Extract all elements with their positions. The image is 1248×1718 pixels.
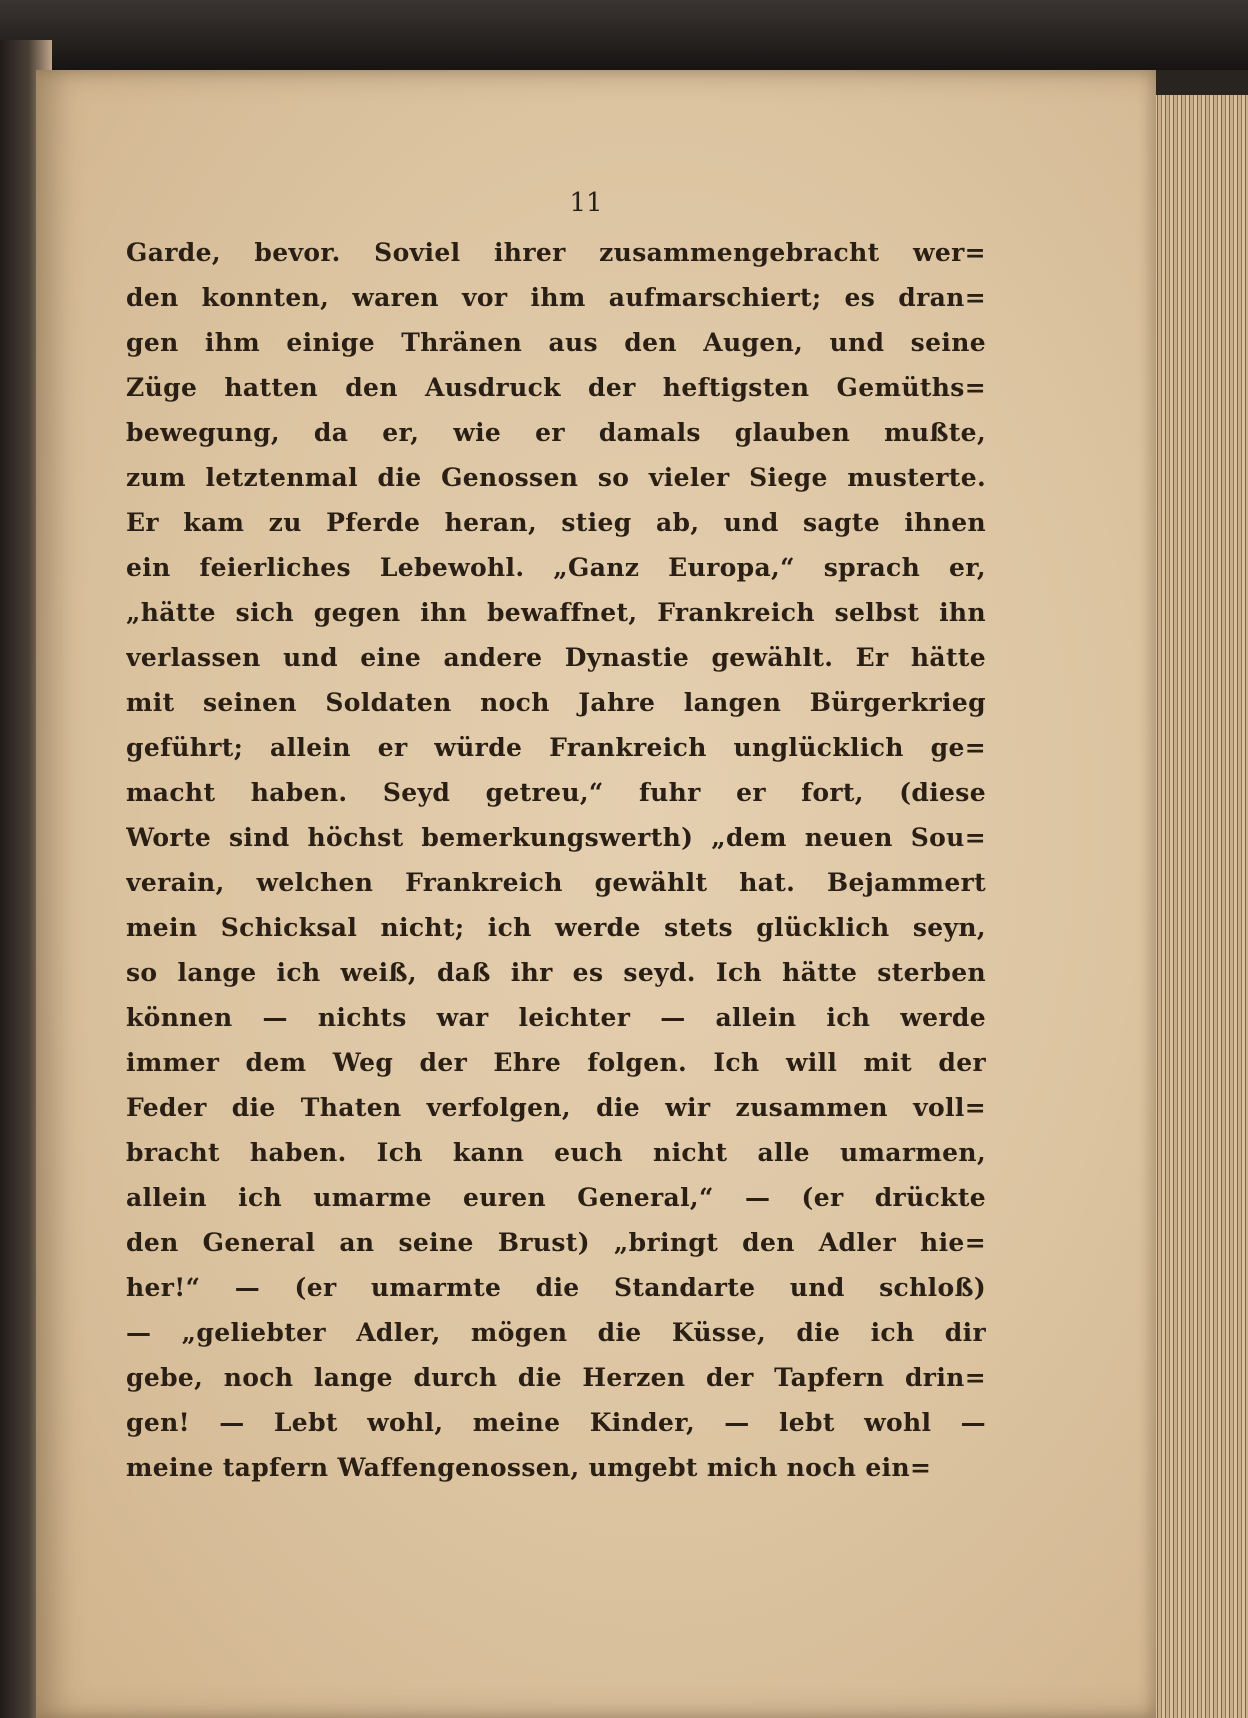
text-line: bracht haben. Ich kann euch nicht alle umarmen,	[126, 1138, 986, 1167]
text-line: verlassen und eine andere Dynastie gewählt. Er hätte	[126, 643, 986, 672]
text-line: macht haben. Seyd getreu,“ fuhr er fort, (diese	[126, 778, 986, 807]
body-text	[126, 230, 986, 1490]
page-number: 11	[569, 188, 603, 218]
text-line: allein ich umarme euren General,“ — (er drückte	[126, 1183, 986, 1212]
text-line: mit seinen Soldaten noch Jahre langen Bürgerkrieg	[126, 688, 986, 717]
text-line: gen ihm einige Thränen aus den Augen, und seine	[126, 328, 986, 357]
text-line: können — nichts war leichter — allein ich werde	[126, 1003, 986, 1032]
text-line: — „geliebter Adler, mögen die Küsse, die ich dir	[126, 1318, 986, 1347]
text-line: Feder die Thaten verfolgen, die wir zusammen voll=	[126, 1093, 986, 1122]
text-line: den konnten, waren vor ihm aufmarschiert; es dran=	[126, 283, 986, 312]
text-line: Worte sind höchst bemerkungswerth) „dem neuen Sou=	[126, 823, 986, 852]
text-line: zum letztenmal die Genossen so vieler Siege musterte.	[126, 463, 986, 492]
text-line: verain, welchen Frankreich gewählt hat. Bejammert	[126, 868, 986, 897]
text-line: bewegung, da er, wie er damals glauben mußte,	[126, 418, 986, 447]
text-line: Züge hatten den Ausdruck der heftigsten Gemüths=	[126, 373, 986, 402]
text-line: so lange ich weiß, daß ihr es seyd. Ich hätte sterben	[126, 958, 986, 987]
text-line: den General an seine Brust) „bringt den Adler hie=	[126, 1228, 986, 1257]
scan-background-top	[0, 0, 1248, 70]
text-line: mein Schicksal nicht; ich werde stets glücklich seyn,	[126, 913, 986, 942]
text-line: Er kam zu Pferde heran, stieg ab, und sagte ihnen	[126, 508, 986, 537]
text-line: immer dem Weg der Ehre folgen. Ich will mit der	[126, 1048, 986, 1077]
page-edges	[1150, 95, 1248, 1718]
text-line: her!“ — (er umarmte die Standarte und schloß)	[126, 1273, 986, 1302]
text-line: geführt; allein er würde Frankreich unglücklich ge=	[126, 733, 986, 762]
text-line: „hätte sich gegen ihn bewaffnet, Frankreich selbst ihn	[126, 598, 986, 627]
text-line: ein feierliches Lebewohl. „Ganz Europa,“ sprach er,	[126, 553, 986, 582]
text-line: gen! — Lebt wohl, meine Kinder, — lebt wohl —	[126, 1408, 986, 1437]
book-page	[36, 70, 1156, 1718]
text-line: Garde, bevor. Soviel ihrer zusammengebracht wer=	[126, 238, 986, 267]
text-line: gebe, noch lange durch die Herzen der Tapfern drin=	[126, 1363, 986, 1392]
text-line: meine tapfern Waffengenossen, umgebt mich noch ein=	[126, 1453, 932, 1482]
